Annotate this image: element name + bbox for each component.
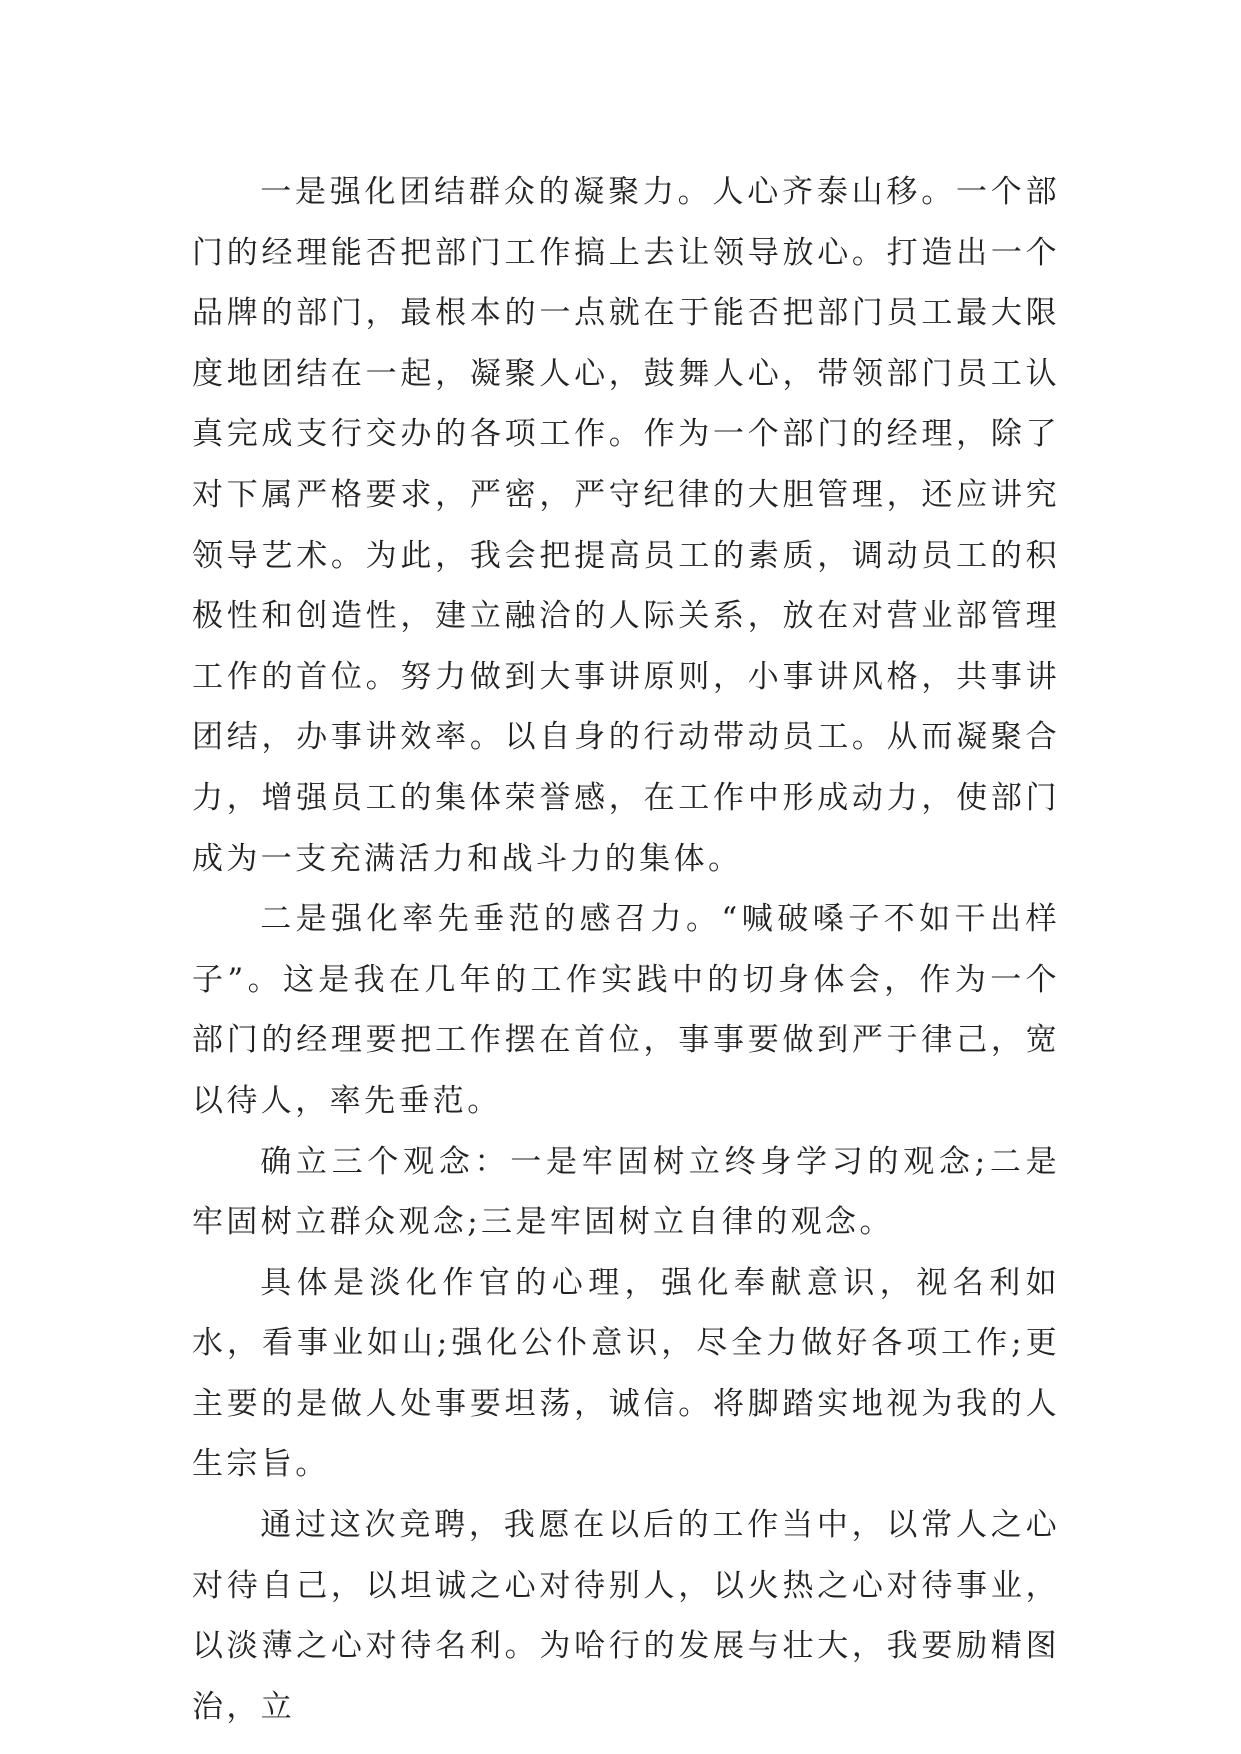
paragraph-leading-by-example: 二是强化率先垂范的感召力。“喊破嗓子不如干出样子”。这是我在几年的工作实践中的切身体会，作为一个部门的经理要把工作摆在首位，事事要做到严于律己，宽以待人，率先垂范。 [192,901,1060,1119]
paragraph-three-concepts: 确立三个观念：一是牢固树立终身学习的观念;二是牢固树立群众观念;三是牢固树立自律的观念。 [192,1143,1060,1241]
paragraph-attitude: 具体是淡化作官的心理，强化奉献意识，视名利如水，看事业如山;强化公仆意识，尽全力做好各项工作;更主要的是做人处事要坦荡，诚信。将脚踏实地视为我的人生宗旨。 [192,1264,1060,1483]
paragraph-unity: 一是强化团结群众的凝聚力。人心齐泰山移。一个部门的经理能否把部门工作搞上去让领导放心。打造出一个品牌的部门，最根本的一点就在于能否把部门员工最大限度地团结在一起，凝聚人心，鼓舞人心，带领部门员工认真完成支行交办的各项工作。作为一个部门的经理，除了对下属严格要求，严密，严守纪律的大胆管理，还应讲究领导艺术。为此，我会把提高员工的素质，调动员工的积极性和创造性，建立融洽的人际关系，放在对营业部管理工作的首位。努力做到大事讲原则，小事讲风格，共事讲团结，办事讲效率。以自身的行动带动员工。从而凝聚合力，增强员工的集体荣誉感，在工作中形成动力，使部门成为一支充满活力和战斗力的集体。 [192,174,1060,877]
document-body [192,162,1060,1737]
paragraph-conclusion: 通过这次竞聘，我愿在以后的工作当中，以常人之心对待自己，以坦诚之心对待别人，以火热之心对待事业，以淡薄之心对待名利。为哈行的发展与壮大，我要励精图治，立 [192,1507,1060,1725]
